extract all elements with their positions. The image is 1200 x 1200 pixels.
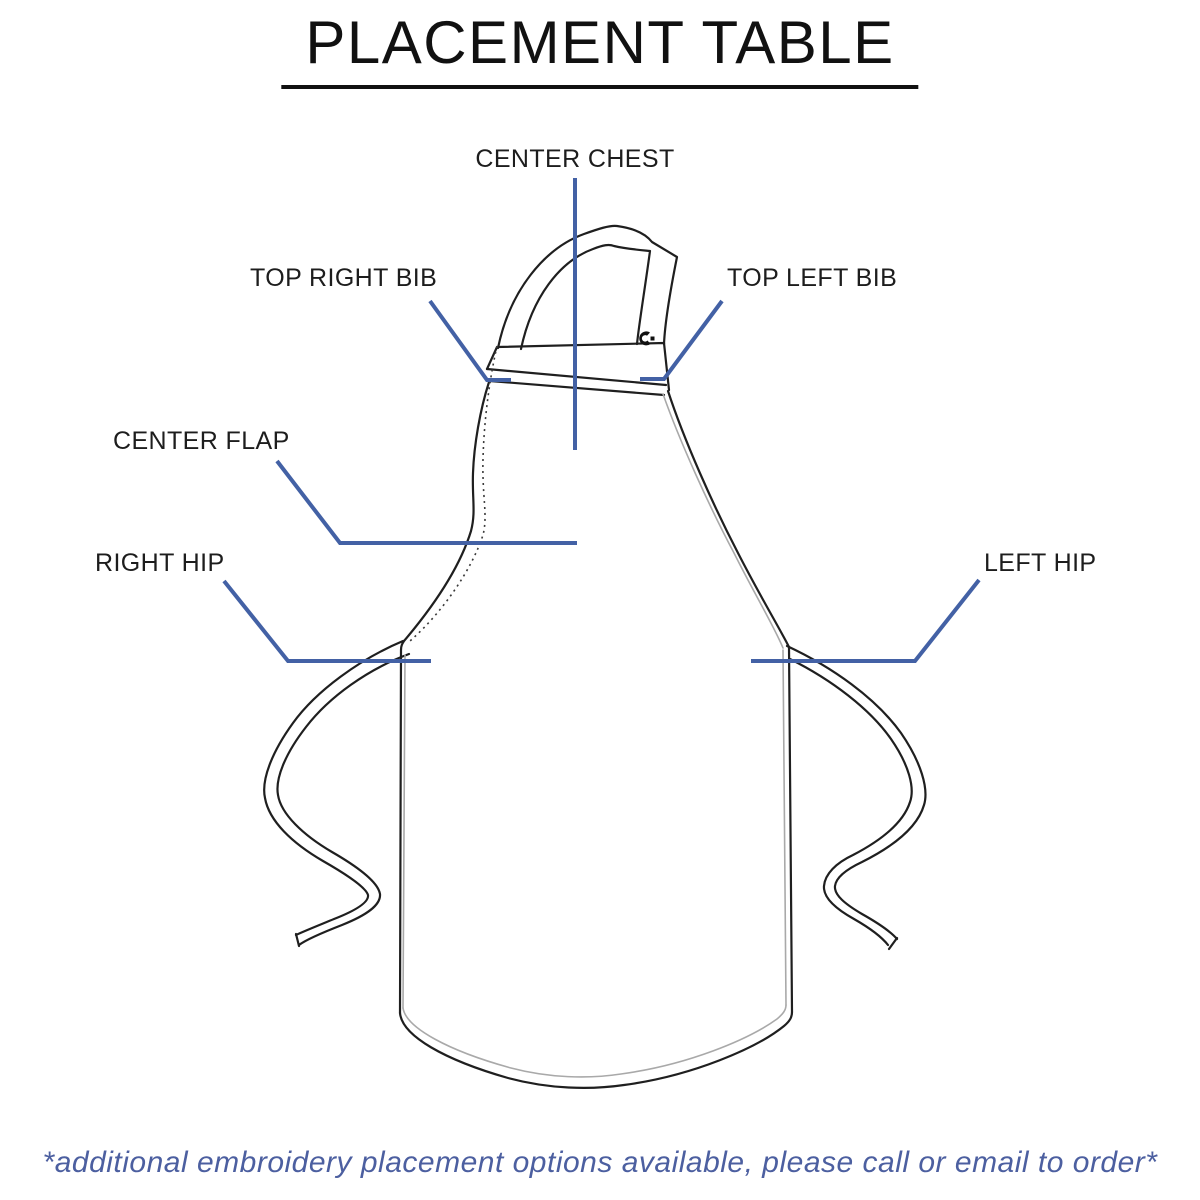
page-title: PLACEMENT TABLE bbox=[281, 6, 918, 89]
label-center-flap: CENTER FLAP bbox=[113, 427, 290, 455]
left-tie-lower-edge bbox=[277, 654, 409, 945]
label-center-chest: CENTER CHEST bbox=[475, 145, 675, 173]
label-right-hip: RIGHT HIP bbox=[95, 549, 225, 577]
right-tie-lower-edge bbox=[790, 659, 912, 945]
seam-bottom-inner bbox=[403, 1005, 786, 1077]
leader-lines bbox=[224, 178, 979, 661]
footer-note: *additional embroidery placement options available, please call or email to order* bbox=[42, 1146, 1158, 1179]
seam-left-inner bbox=[403, 655, 405, 1008]
right-tie-upper-edge bbox=[787, 646, 925, 939]
apron-seam-lines bbox=[403, 394, 786, 1077]
apron-outline bbox=[264, 226, 925, 1088]
leader-line-center-flap bbox=[277, 461, 577, 543]
right-tie-tip bbox=[889, 938, 897, 949]
seam-right-inner bbox=[783, 650, 786, 1005]
left-tie-tip bbox=[296, 934, 299, 946]
label-top-left-bib: TOP LEFT BIB bbox=[727, 264, 898, 292]
leader-line-left-hip bbox=[751, 580, 979, 661]
label-top-right-bib: TOP RIGHT BIB bbox=[250, 264, 438, 292]
neck-strap-inner bbox=[521, 245, 650, 349]
body-left-edge bbox=[400, 382, 489, 1013]
bib-fold-dotted-line bbox=[410, 346, 497, 641]
body-right-edge bbox=[668, 391, 792, 1012]
neck-strap-outer bbox=[498, 226, 677, 348]
left-tie-upper-edge bbox=[264, 641, 403, 935]
label-left-hip: LEFT HIP bbox=[984, 549, 1097, 577]
